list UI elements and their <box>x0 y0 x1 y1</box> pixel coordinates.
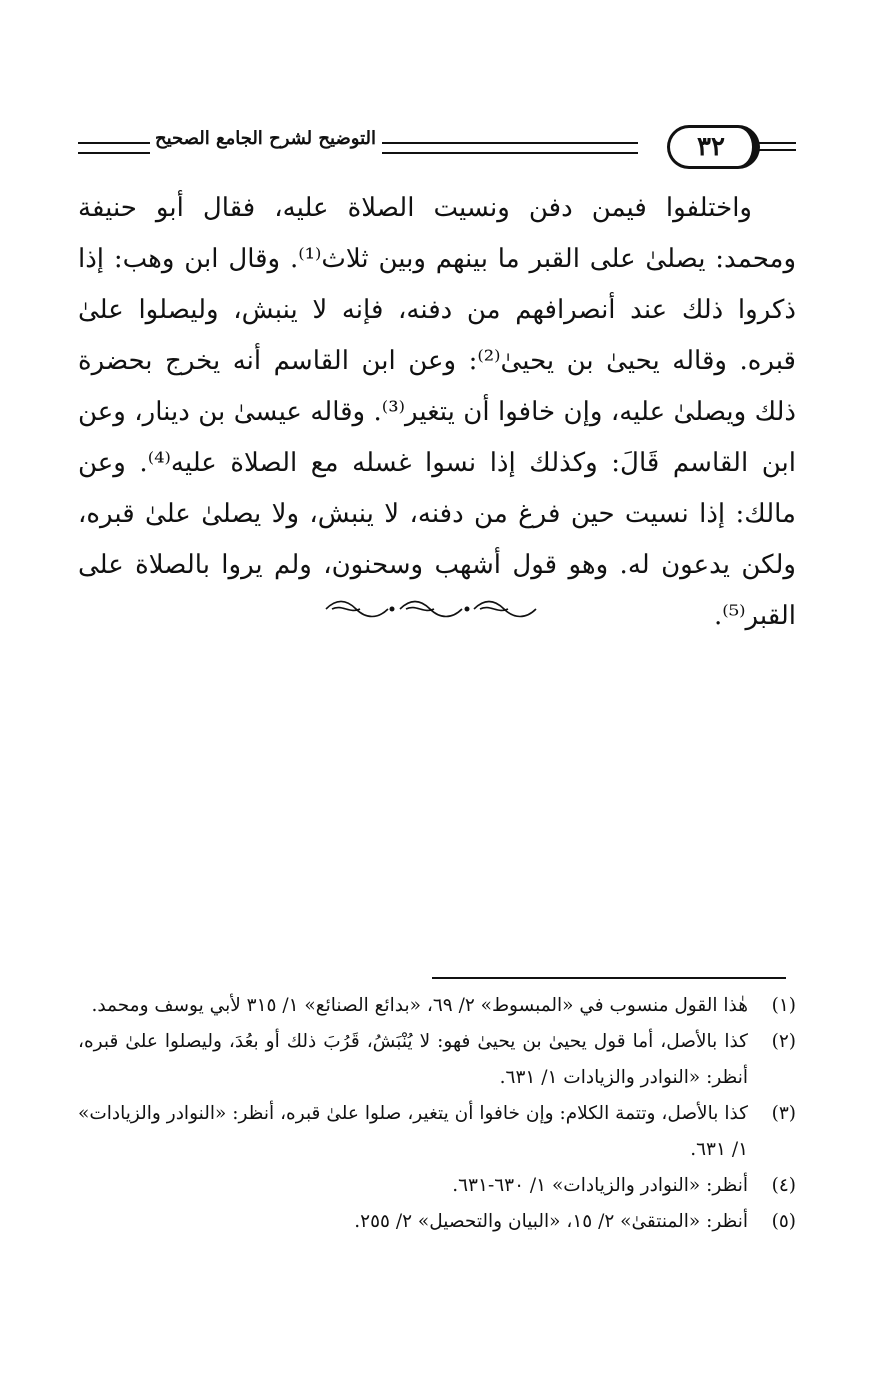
footnote-text: أنظر: «النوادر والزيادات» ١/ ٦٣٠-٦٣١. <box>452 1175 748 1196</box>
body-paragraph: واختلفوا فيمن دفن ونسيت الصلاة عليه، فقال أبو حنيفة ومحمد: يصلىٰ على القبر ما بينهم وبين ثلاث⁽¹⁾. وقال ابن وهب: إذا ذكروا ذلك عند أنصرافهم من دفنه، فإنه لا ينبش، وليصلوا علىٰ قبره. وقاله يحيىٰ بن يحيىٰ⁽²⁾: وعن ابن القاسم أنه يخرج بحضرة ذلك ويصلىٰ عليه، وإن خافوا أن يتغير⁽³⁾. وقاله عيسىٰ بن دينار، وعن ابن القاسم قَالَ: وكذلك إذا نسوا غسله مع الصلاة عليه⁽⁴⁾. وعن مالك: إذا نسيت حين فرغ من دفنه، لا ينبش، ولا يصلىٰ علىٰ قبره، ولكن يدعون له. وهو قول أشهب وسحنون، ولم يروا بالصلاة على القبر⁽⁵⁾. <box>78 193 797 631</box>
footnote-number: (٤) <box>771 1175 796 1196</box>
footnote-separator <box>432 977 786 979</box>
footnotes <box>78 988 796 1240</box>
page-header <box>78 122 796 172</box>
footnote-number: (٢) <box>771 1031 796 1052</box>
footnote-number: (١) <box>771 995 796 1016</box>
header-rule-left <box>78 142 150 154</box>
footnote-text: أنظر: «المنتقىٰ» ٢/ ١٥، «البيان والتحصيل» ٢/ ٢٥٥. <box>354 1211 748 1232</box>
footnote-text: كذا بالأصل، أما قول يحيىٰ بن يحيىٰ فهو: لا يُنْبَشُ، قَرُبَ ذلك أو بعُدَ، وليصلوا علىٰ قبره، أنظر: «النوادر والزيادات ١/ ٦٣١. <box>78 1031 748 1088</box>
footnote-text: هٰذا القول منسوب في «المبسوط» ٢/ ٦٩، «بدائع الصنائع» ١/ ٣١٥ لأبي يوسف ومحمد. <box>91 995 748 1016</box>
page-number-frame <box>666 122 796 172</box>
footnote-number: (٥) <box>771 1211 796 1232</box>
footnote-item <box>78 1024 796 1096</box>
header-rule-right-2 <box>758 149 796 151</box>
page-number: ٣٢ <box>667 125 760 169</box>
footnote-number: (٣) <box>771 1103 796 1124</box>
footnote-text: كذا بالأصل، وتتمة الكلام: وإن خافوا أن يتغير، صلوا علىٰ قبره، أنظر: «النوادر والزيادات» ١/ ٦٣١. <box>78 1103 748 1160</box>
section-divider-ornament <box>322 596 542 622</box>
header-rule-right <box>758 142 796 144</box>
footnote-item <box>78 1168 796 1204</box>
header-rule-middle <box>382 142 638 154</box>
footnote-item <box>78 1096 796 1168</box>
footnote-item <box>78 988 796 1024</box>
footnote-item <box>78 1204 796 1240</box>
main-text <box>78 183 796 642</box>
running-title: التوضيح لشرح الجامع الصحيح <box>154 128 376 149</box>
